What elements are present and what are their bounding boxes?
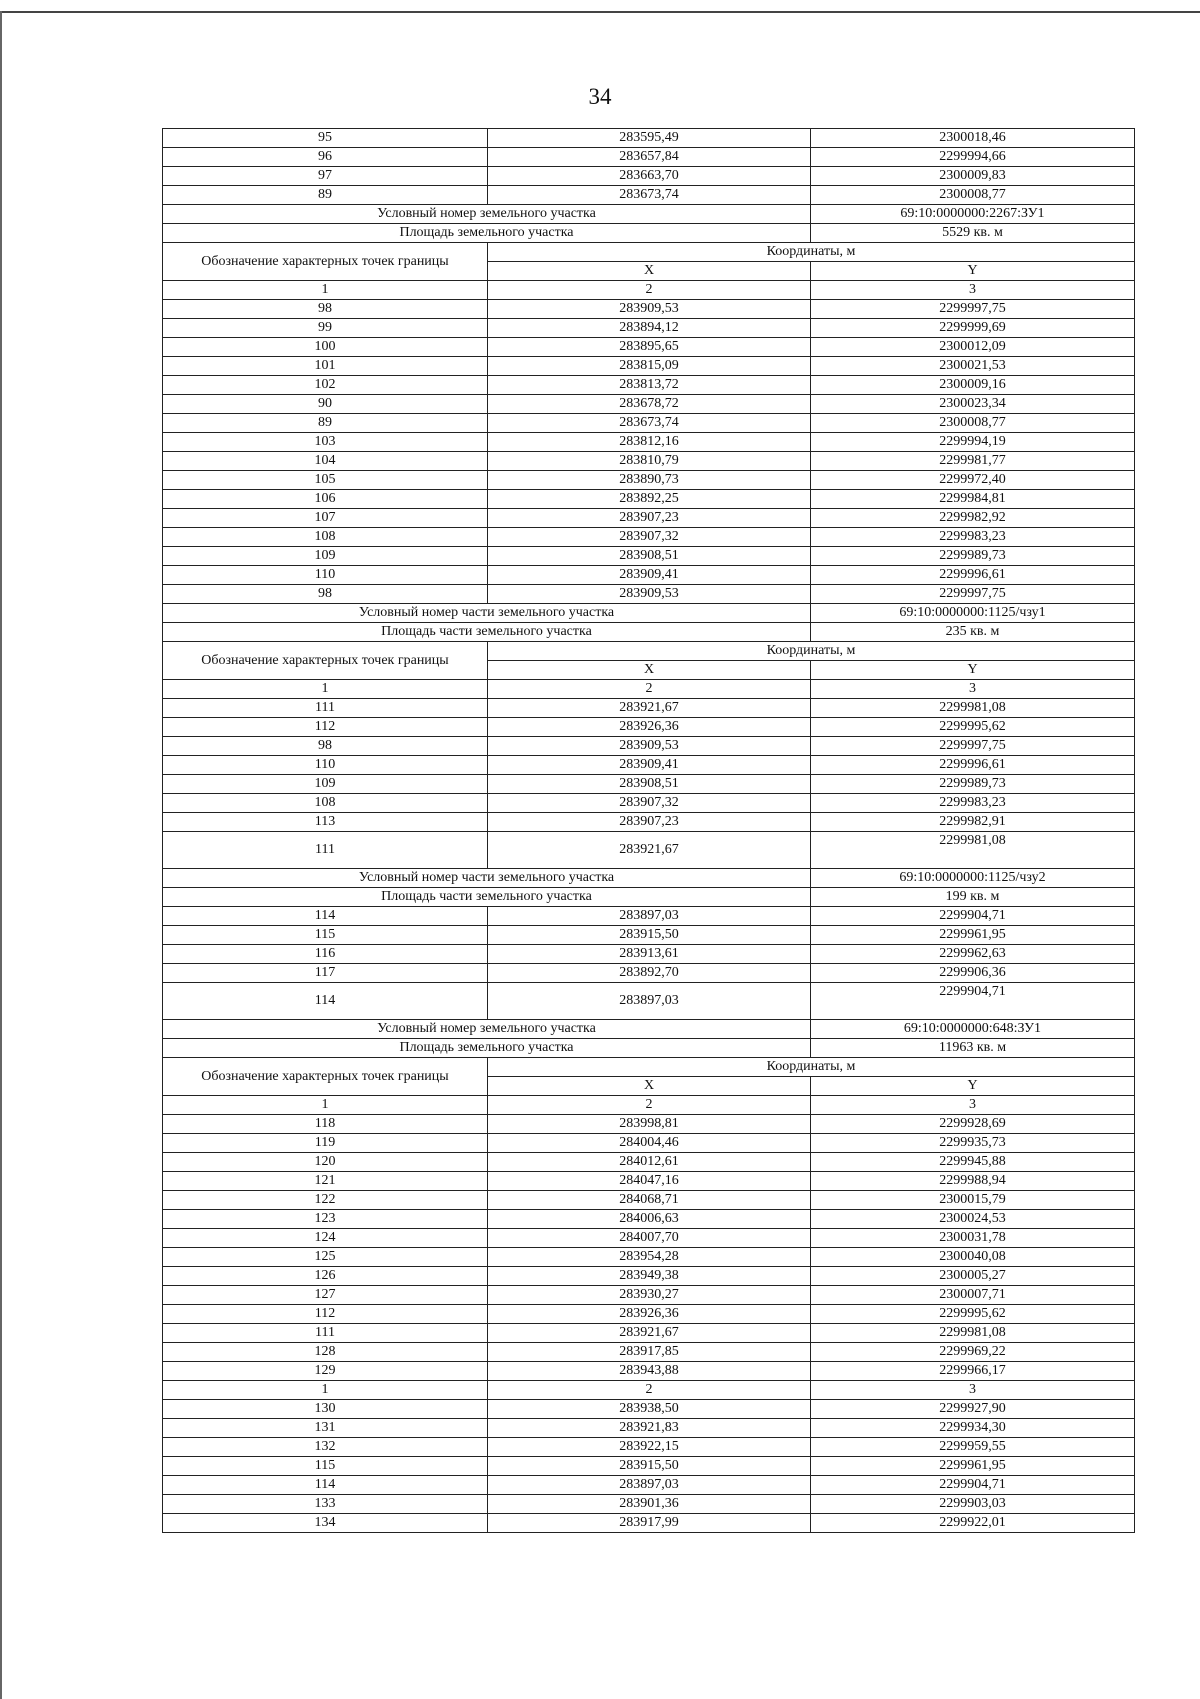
- table-row: [163, 1324, 1135, 1343]
- y-coordinate-cell: 2299945,88: [811, 1153, 1135, 1172]
- point-number-cell: 125: [163, 1248, 488, 1267]
- column-number-cell: 3: [811, 1096, 1135, 1115]
- table-row: [163, 1400, 1135, 1419]
- x-coordinate-cell: 283894,12: [488, 319, 811, 338]
- point-number-cell: 131: [163, 1419, 488, 1438]
- x-header: X: [488, 262, 811, 281]
- table-row: [163, 1343, 1135, 1362]
- point-number-cell: 100: [163, 338, 488, 357]
- table-row: [163, 983, 1135, 1020]
- point-number-cell: 122: [163, 1191, 488, 1210]
- table-header-row: [163, 642, 1135, 661]
- column-number-cell: 3: [811, 680, 1135, 699]
- x-coordinate-cell: 283657,84: [488, 148, 811, 167]
- parcel-area-label: Площадь части земельного участка: [163, 888, 811, 907]
- x-coordinate-cell: 283909,53: [488, 585, 811, 604]
- x-coordinate-cell: 284012,61: [488, 1153, 811, 1172]
- y-coordinate-cell: 2300023,34: [811, 395, 1135, 414]
- x-coordinate-cell: 283813,72: [488, 376, 811, 395]
- x-coordinate-cell: 283673,74: [488, 414, 811, 433]
- y-coordinate-cell: 2299961,95: [811, 1457, 1135, 1476]
- table-row: [163, 1248, 1135, 1267]
- x-coordinate-cell: 283908,51: [488, 775, 811, 794]
- y-coordinate-cell: 2300008,77: [811, 186, 1135, 205]
- x-coordinate-cell: 283930,27: [488, 1286, 811, 1305]
- x-coordinate-cell: 2: [488, 1381, 811, 1400]
- table-row: [163, 1514, 1135, 1533]
- point-number-cell: 127: [163, 1286, 488, 1305]
- table-row: [163, 167, 1135, 186]
- y-header: Y: [811, 661, 1135, 680]
- y-coordinate-cell: 2299935,73: [811, 1134, 1135, 1153]
- table-row: [163, 756, 1135, 775]
- y-coordinate-cell: 2299969,22: [811, 1343, 1135, 1362]
- y-coordinate-cell: 2300021,53: [811, 357, 1135, 376]
- y-coordinate-cell: 2299994,66: [811, 148, 1135, 167]
- table-row: [163, 528, 1135, 547]
- x-coordinate-cell: 283917,99: [488, 1514, 811, 1533]
- point-number-cell: 105: [163, 471, 488, 490]
- table-row: [163, 1229, 1135, 1248]
- table-row: [163, 926, 1135, 945]
- point-number-cell: 111: [163, 699, 488, 718]
- x-coordinate-cell: 283921,83: [488, 1419, 811, 1438]
- column-number-row: [163, 680, 1135, 699]
- point-number-cell: 102: [163, 376, 488, 395]
- table-row: [163, 907, 1135, 926]
- column-number-cell: 2: [488, 1096, 811, 1115]
- parcel-id-label: Условный номер земельного участка: [163, 205, 811, 224]
- x-coordinate-cell: 284004,46: [488, 1134, 811, 1153]
- x-coordinate-cell: 283949,38: [488, 1267, 811, 1286]
- point-number-cell: 118: [163, 1115, 488, 1134]
- y-coordinate-cell: 2299997,75: [811, 737, 1135, 756]
- y-coordinate-cell: 2299928,69: [811, 1115, 1135, 1134]
- table-row: [163, 186, 1135, 205]
- x-coordinate-cell: 283907,32: [488, 794, 811, 813]
- y-coordinate-cell: 2300040,08: [811, 1248, 1135, 1267]
- x-coordinate-cell: 283595,49: [488, 129, 811, 148]
- table-row: [163, 1457, 1135, 1476]
- y-coordinate-cell: 2299996,61: [811, 566, 1135, 585]
- parcel-id-label: Условный номер части земельного участка: [163, 604, 811, 623]
- y-coordinate-cell: 2299972,40: [811, 471, 1135, 490]
- column-number-cell: 3: [811, 281, 1135, 300]
- point-number-cell: 1: [163, 1381, 488, 1400]
- y-coordinate-cell: 2299981,08: [811, 1324, 1135, 1343]
- table-row: [163, 490, 1135, 509]
- y-coordinate-cell: 2299981,77: [811, 452, 1135, 471]
- y-coordinate-cell: 2299997,75: [811, 300, 1135, 319]
- x-coordinate-cell: 283895,65: [488, 338, 811, 357]
- table-row: [163, 433, 1135, 452]
- x-coordinate-cell: 283926,36: [488, 718, 811, 737]
- table-row: [163, 813, 1135, 832]
- point-number-cell: 109: [163, 547, 488, 566]
- point-number-cell: 121: [163, 1172, 488, 1191]
- y-coordinate-cell: 2299995,62: [811, 718, 1135, 737]
- column-number-cell: 2: [488, 680, 811, 699]
- y-coordinate-cell: 2299982,91: [811, 813, 1135, 832]
- parcel-area-value: 199 кв. м: [811, 888, 1135, 907]
- table-row: [163, 718, 1135, 737]
- table-row: [163, 945, 1135, 964]
- table-row: [163, 1286, 1135, 1305]
- table-row: [163, 1495, 1135, 1514]
- parcel-area-value: 235 кв. м: [811, 623, 1135, 642]
- x-coordinate-cell: 284047,16: [488, 1172, 811, 1191]
- point-number-cell: 113: [163, 813, 488, 832]
- x-coordinate-cell: 283998,81: [488, 1115, 811, 1134]
- table-row: [163, 964, 1135, 983]
- point-number-cell: 116: [163, 945, 488, 964]
- y-coordinate-cell: 2300008,77: [811, 414, 1135, 433]
- y-coordinate-cell: 2299983,23: [811, 794, 1135, 813]
- point-number-cell: 90: [163, 395, 488, 414]
- x-coordinate-cell: 283915,50: [488, 926, 811, 945]
- parcel-id-value: 69:10:0000000:648:ЗУ1: [811, 1020, 1135, 1039]
- table-row: [163, 1191, 1135, 1210]
- point-number-cell: 106: [163, 490, 488, 509]
- table-row: [163, 1419, 1135, 1438]
- y-coordinate-cell: 2299904,71: [811, 1476, 1135, 1495]
- x-coordinate-cell: 283908,51: [488, 547, 811, 566]
- point-number-cell: 126: [163, 1267, 488, 1286]
- table-row: [163, 1153, 1135, 1172]
- y-coordinate-cell: 2299988,94: [811, 1172, 1135, 1191]
- table-row: [163, 1476, 1135, 1495]
- x-coordinate-cell: 283943,88: [488, 1362, 811, 1381]
- x-coordinate-cell: 283909,41: [488, 756, 811, 775]
- y-header: Y: [811, 262, 1135, 281]
- table-header-row: [163, 243, 1135, 262]
- parcel-id-row: [163, 1020, 1135, 1039]
- coordinates-document: [162, 128, 1134, 1533]
- parcel-id-row: [163, 604, 1135, 623]
- x-coordinate-cell: 283892,25: [488, 490, 811, 509]
- x-coordinate-cell: 283909,53: [488, 300, 811, 319]
- parcel-area-label: Площадь земельного участка: [163, 224, 811, 243]
- y-coordinate-cell: 2299982,92: [811, 509, 1135, 528]
- y-coordinate-cell: 2299934,30: [811, 1419, 1135, 1438]
- y-coordinate-cell: 2299981,08: [811, 699, 1135, 718]
- coordinates-header: Координаты, м: [488, 642, 1135, 661]
- y-coordinate-cell: 2299994,19: [811, 433, 1135, 452]
- point-number-cell: 119: [163, 1134, 488, 1153]
- y-coordinate-cell: 2299989,73: [811, 775, 1135, 794]
- y-coordinate-cell: 2299927,90: [811, 1400, 1135, 1419]
- y-coordinate-cell: 2299922,01: [811, 1514, 1135, 1533]
- point-number-cell: 117: [163, 964, 488, 983]
- point-number-cell: 129: [163, 1362, 488, 1381]
- x-coordinate-cell: 283897,03: [488, 983, 811, 1020]
- point-number-cell: 112: [163, 718, 488, 737]
- table-row: [163, 1362, 1135, 1381]
- parcel-id-label: Условный номер земельного участка: [163, 1020, 811, 1039]
- point-number-cell: 115: [163, 1457, 488, 1476]
- points-header: Обозначение характерных точек границы: [163, 1058, 488, 1096]
- x-coordinate-cell: 283921,67: [488, 832, 811, 869]
- point-number-cell: 89: [163, 414, 488, 433]
- table-row: [163, 319, 1135, 338]
- table-row: [163, 1172, 1135, 1191]
- y-coordinate-cell: 2299996,61: [811, 756, 1135, 775]
- table-row: [163, 1381, 1135, 1400]
- column-number-row: [163, 281, 1135, 300]
- point-number-cell: 89: [163, 186, 488, 205]
- y-coordinate-cell: 2299999,69: [811, 319, 1135, 338]
- table-row: [163, 148, 1135, 167]
- y-coordinate-cell: 2300024,53: [811, 1210, 1135, 1229]
- point-number-cell: 96: [163, 148, 488, 167]
- coordinates-table-body: [163, 129, 1135, 1533]
- point-number-cell: 134: [163, 1514, 488, 1533]
- point-number-cell: 107: [163, 509, 488, 528]
- y-coordinate-cell: 2299904,71: [811, 983, 1135, 1020]
- y-coordinate-cell: 2300009,16: [811, 376, 1135, 395]
- page-number: 34: [588, 84, 612, 109]
- x-coordinate-cell: 283907,23: [488, 813, 811, 832]
- x-coordinate-cell: 283815,09: [488, 357, 811, 376]
- y-coordinate-cell: 2299983,23: [811, 528, 1135, 547]
- y-coordinate-cell: 2299903,03: [811, 1495, 1135, 1514]
- parcel-id-value: 69:10:0000000:1125/чзу2: [811, 869, 1135, 888]
- x-coordinate-cell: 283812,16: [488, 433, 811, 452]
- y-coordinate-cell: 2299904,71: [811, 907, 1135, 926]
- point-number-cell: 115: [163, 926, 488, 945]
- table-row: [163, 737, 1135, 756]
- point-number-cell: 95: [163, 129, 488, 148]
- parcel-id-label: Условный номер части земельного участка: [163, 869, 811, 888]
- x-coordinate-cell: 283907,23: [488, 509, 811, 528]
- table-row: [163, 699, 1135, 718]
- point-number-cell: 108: [163, 528, 488, 547]
- table-row: [163, 414, 1135, 433]
- x-coordinate-cell: 283673,74: [488, 186, 811, 205]
- x-coordinate-cell: 283909,41: [488, 566, 811, 585]
- table-row: [163, 794, 1135, 813]
- table-row: [163, 471, 1135, 490]
- points-header: Обозначение характерных точек границы: [163, 243, 488, 281]
- point-number-cell: 103: [163, 433, 488, 452]
- point-number-cell: 114: [163, 983, 488, 1020]
- parcel-area-label: Площадь части земельного участка: [163, 623, 811, 642]
- point-number-cell: 123: [163, 1210, 488, 1229]
- point-number-cell: 128: [163, 1343, 488, 1362]
- y-coordinate-cell: 2299995,62: [811, 1305, 1135, 1324]
- x-coordinate-cell: 283909,53: [488, 737, 811, 756]
- y-coordinate-cell: 2299962,63: [811, 945, 1135, 964]
- y-header: Y: [811, 1077, 1135, 1096]
- x-coordinate-cell: 283938,50: [488, 1400, 811, 1419]
- table-row: [163, 1134, 1135, 1153]
- column-number-cell: 1: [163, 1096, 488, 1115]
- table-row: [163, 300, 1135, 319]
- y-coordinate-cell: 2300015,79: [811, 1191, 1135, 1210]
- parcel-area-row: [163, 888, 1135, 907]
- point-number-cell: 110: [163, 756, 488, 775]
- x-header: X: [488, 661, 811, 680]
- x-coordinate-cell: 283921,67: [488, 1324, 811, 1343]
- points-header: Обозначение характерных точек границы: [163, 642, 488, 680]
- point-number-cell: 114: [163, 907, 488, 926]
- table-row: [163, 566, 1135, 585]
- coordinates-table: [162, 128, 1135, 1533]
- point-number-cell: 130: [163, 1400, 488, 1419]
- parcel-area-value: 11963 кв. м: [811, 1039, 1135, 1058]
- point-number-cell: 98: [163, 585, 488, 604]
- point-number-cell: 97: [163, 167, 488, 186]
- x-coordinate-cell: 283922,15: [488, 1438, 811, 1457]
- x-coordinate-cell: 283892,70: [488, 964, 811, 983]
- x-coordinate-cell: 283954,28: [488, 1248, 811, 1267]
- parcel-area-value: 5529 кв. м: [811, 224, 1135, 243]
- point-number-cell: 99: [163, 319, 488, 338]
- table-row: [163, 395, 1135, 414]
- y-coordinate-cell: 2299989,73: [811, 547, 1135, 566]
- x-coordinate-cell: 283663,70: [488, 167, 811, 186]
- column-number-row: [163, 1096, 1135, 1115]
- column-number-cell: 2: [488, 281, 811, 300]
- coordinates-header: Координаты, м: [488, 1058, 1135, 1077]
- y-coordinate-cell: 2299906,36: [811, 964, 1135, 983]
- point-number-cell: 98: [163, 737, 488, 756]
- point-number-cell: 124: [163, 1229, 488, 1248]
- point-number-cell: 98: [163, 300, 488, 319]
- point-number-cell: 110: [163, 566, 488, 585]
- y-coordinate-cell: 2300005,27: [811, 1267, 1135, 1286]
- x-coordinate-cell: 284007,70: [488, 1229, 811, 1248]
- y-coordinate-cell: 2300031,78: [811, 1229, 1135, 1248]
- x-coordinate-cell: 283678,72: [488, 395, 811, 414]
- x-coordinate-cell: 283810,79: [488, 452, 811, 471]
- table-row: [163, 338, 1135, 357]
- coordinates-header: Координаты, м: [488, 243, 1135, 262]
- y-coordinate-cell: 2300007,71: [811, 1286, 1135, 1305]
- point-number-cell: 108: [163, 794, 488, 813]
- table-row: [163, 1115, 1135, 1134]
- parcel-id-value: 69:10:0000000:1125/чзу1: [811, 604, 1135, 623]
- point-number-cell: 109: [163, 775, 488, 794]
- column-number-cell: 1: [163, 281, 488, 300]
- x-coordinate-cell: 283917,85: [488, 1343, 811, 1362]
- table-row: [163, 775, 1135, 794]
- parcel-area-label: Площадь земельного участка: [163, 1039, 811, 1058]
- y-coordinate-cell: 2299997,75: [811, 585, 1135, 604]
- table-row: [163, 1438, 1135, 1457]
- parcel-id-value: 69:10:0000000:2267:ЗУ1: [811, 205, 1135, 224]
- table-row: [163, 376, 1135, 395]
- table-row: [163, 129, 1135, 148]
- scan-edge-left: [0, 11, 2, 1699]
- y-coordinate-cell: 2299981,08: [811, 832, 1135, 869]
- x-coordinate-cell: 284068,71: [488, 1191, 811, 1210]
- parcel-id-row: [163, 205, 1135, 224]
- y-coordinate-cell: 2299984,81: [811, 490, 1135, 509]
- table-row: [163, 1267, 1135, 1286]
- x-coordinate-cell: 283890,73: [488, 471, 811, 490]
- scan-edge-top: [0, 11, 1200, 13]
- table-header-row: [163, 1058, 1135, 1077]
- x-coordinate-cell: 283926,36: [488, 1305, 811, 1324]
- y-coordinate-cell: 2300009,83: [811, 167, 1135, 186]
- x-coordinate-cell: 283897,03: [488, 907, 811, 926]
- table-row: [163, 832, 1135, 869]
- y-coordinate-cell: 2299966,17: [811, 1362, 1135, 1381]
- x-coordinate-cell: 284006,63: [488, 1210, 811, 1229]
- table-row: [163, 1210, 1135, 1229]
- point-number-cell: 111: [163, 832, 488, 869]
- point-number-cell: 133: [163, 1495, 488, 1514]
- x-coordinate-cell: 283901,36: [488, 1495, 811, 1514]
- y-coordinate-cell: 2299959,55: [811, 1438, 1135, 1457]
- parcel-area-row: [163, 224, 1135, 243]
- x-coordinate-cell: 283897,03: [488, 1476, 811, 1495]
- point-number-cell: 114: [163, 1476, 488, 1495]
- y-coordinate-cell: 2300018,46: [811, 129, 1135, 148]
- table-row: [163, 452, 1135, 471]
- x-coordinate-cell: 283907,32: [488, 528, 811, 547]
- x-coordinate-cell: 283913,61: [488, 945, 811, 964]
- y-coordinate-cell: 2300012,09: [811, 338, 1135, 357]
- parcel-area-row: [163, 1039, 1135, 1058]
- table-row: [163, 357, 1135, 376]
- point-number-cell: 120: [163, 1153, 488, 1172]
- x-header: X: [488, 1077, 811, 1096]
- point-number-cell: 104: [163, 452, 488, 471]
- table-row: [163, 547, 1135, 566]
- parcel-id-row: [163, 869, 1135, 888]
- point-number-cell: 111: [163, 1324, 488, 1343]
- y-coordinate-cell: 3: [811, 1381, 1135, 1400]
- point-number-cell: 112: [163, 1305, 488, 1324]
- column-number-cell: 1: [163, 680, 488, 699]
- x-coordinate-cell: 283921,67: [488, 699, 811, 718]
- point-number-cell: 132: [163, 1438, 488, 1457]
- table-row: [163, 509, 1135, 528]
- y-coordinate-cell: 2299961,95: [811, 926, 1135, 945]
- table-row: [163, 1305, 1135, 1324]
- point-number-cell: 101: [163, 357, 488, 376]
- x-coordinate-cell: 283915,50: [488, 1457, 811, 1476]
- table-row: [163, 585, 1135, 604]
- parcel-area-row: [163, 623, 1135, 642]
